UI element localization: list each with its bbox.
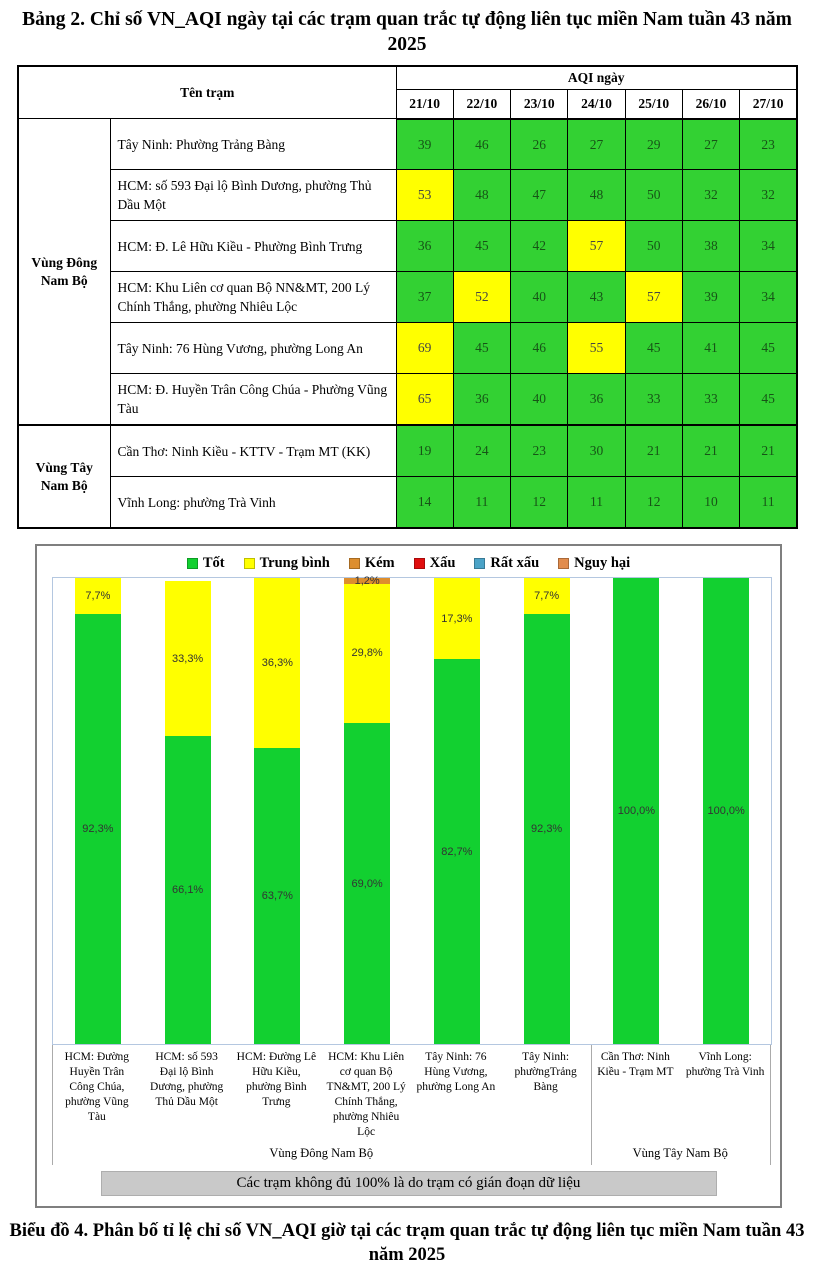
stacked-bar: [524, 578, 570, 1044]
aqi-value-cell: 52: [453, 272, 510, 323]
segment-value-label: 82,7%: [441, 845, 473, 858]
aqi-value-cell: 32: [682, 170, 739, 221]
stacked-bar: [165, 578, 211, 1044]
bar-segment: [434, 578, 480, 659]
segment-value-label: 66,1%: [172, 884, 204, 897]
aqi-value-cell: 34: [740, 272, 797, 323]
aqi-table-body: [18, 119, 797, 529]
aqi-value-cell: 37: [396, 272, 453, 323]
aqi-value-cell: 38: [682, 221, 739, 272]
aqi-value-cell: 45: [453, 323, 510, 374]
bar-slot: [322, 575, 412, 1044]
table-row: [18, 323, 797, 374]
station-axis-label: HCM: Đường Lê Hữu Kiều, phường Bình Trưng: [236, 1051, 317, 1109]
aqi-value-cell: 48: [453, 170, 510, 221]
aqi-value-cell: 32: [740, 170, 797, 221]
aqi-value-cell: 27: [682, 119, 739, 170]
aqi-value-cell: 45: [453, 221, 510, 272]
date-header-cell: 26/10: [682, 89, 739, 119]
bar-segment: [344, 723, 390, 1045]
aqi-value-cell: 45: [625, 323, 682, 374]
bar-segment: [344, 575, 390, 588]
legend-label: Xấu: [429, 555, 456, 572]
aqi-value-cell: 34: [740, 221, 797, 272]
date-header-cell: 24/10: [568, 89, 625, 119]
date-header-cell: 27/10: [740, 89, 797, 119]
aqi-value-cell: 23: [511, 425, 568, 477]
station-name-cell: Cần Thơ: Ninh Kiều - KTTV - Trạm MT (KK): [110, 425, 396, 477]
legend-label: Rất xấu: [490, 555, 540, 572]
axis-separator-right: [770, 1045, 771, 1165]
aqi-value-cell: 40: [511, 374, 568, 426]
aqi-value-cell: 12: [625, 477, 682, 529]
stacked-bar: [75, 578, 121, 1044]
aqi-value-cell: 21: [740, 425, 797, 477]
region-axis-label: Vùng Tây Nam Bộ: [632, 1146, 728, 1161]
legend-label: Nguy hại: [574, 555, 631, 572]
bar-segment: [165, 736, 211, 1044]
plot-area: [52, 577, 772, 1045]
aqi-value-cell: 50: [625, 170, 682, 221]
station-name-cell: HCM: Khu Liên cơ quan Bộ NN&MT, 200 Lý Chính Thắng, phường Nhiêu Lộc: [110, 272, 396, 323]
region-labels-row: [52, 1144, 770, 1165]
aqi-value-cell: 24: [453, 425, 510, 477]
segment-value-label: 17,3%: [441, 612, 473, 625]
station-axis-label: HCM: số 593 Đại lộ Bình Dương, phường Thủ Dầu Một: [150, 1051, 224, 1109]
segment-value-label: 1,2%: [354, 575, 380, 588]
bar-segment: [613, 578, 659, 1044]
stacked-bar: [613, 578, 659, 1044]
aqi-value-cell: 36: [453, 374, 510, 426]
legend-item: [414, 555, 456, 572]
aqi-value-cell: 39: [396, 119, 453, 170]
region-axis-label: Vùng Đông Nam Bộ: [269, 1146, 374, 1161]
segment-value-label: 29,8%: [351, 647, 383, 660]
legend-swatch-icon: [474, 558, 485, 569]
legend-swatch-icon: [187, 558, 198, 569]
bar-segment: [254, 578, 300, 747]
aqi-value-cell: 11: [568, 477, 625, 529]
aqi-value-cell: 33: [625, 374, 682, 426]
aqi-value-cell: 36: [568, 374, 625, 426]
bar-segment: [75, 614, 121, 1044]
aqi-value-cell: 43: [568, 272, 625, 323]
legend-label: Tốt: [202, 555, 225, 572]
station-axis-label: Tây Ninh: 76 Hùng Vương, phường Long An: [416, 1051, 496, 1094]
legend-swatch-icon: [349, 558, 360, 569]
aqi-value-cell: 41: [682, 323, 739, 374]
region-cell: Vùng Đông Nam Bộ: [18, 119, 110, 426]
bar-slot: [53, 578, 143, 1044]
bar-segment: [344, 584, 390, 723]
aqi-value-cell: 11: [740, 477, 797, 529]
segment-value-label: 63,7%: [261, 889, 293, 902]
aqi-value-cell: 23: [740, 119, 797, 170]
aqi-value-cell: 69: [396, 323, 453, 374]
date-header-cell: 21/10: [396, 89, 453, 119]
aqi-value-cell: 47: [511, 170, 568, 221]
table-header-row-1: [18, 66, 797, 90]
table-row: [18, 374, 797, 426]
segment-value-label: 7,7%: [85, 590, 111, 603]
aqi-value-cell: 21: [625, 425, 682, 477]
table-title: Bảng 2. Chỉ số VN_AQI ngày tại các trạm quan trắc tự động liên tục miền Nam tuần 43 năm 2025: [22, 9, 792, 55]
legend-item: [474, 555, 539, 572]
aqi-value-cell: 46: [511, 323, 568, 374]
table-row: [18, 272, 797, 323]
date-header-cell: 25/10: [625, 89, 682, 119]
stacked-bar: [703, 578, 749, 1044]
station-labels-row: [52, 1045, 770, 1144]
aqi-value-cell: 27: [568, 119, 625, 170]
chart-caption: Biểu đồ 4. Phân bố tỉ lệ chỉ số VN_AQI giờ tại các trạm quan trắc tự động liên tục miền Nam tuần 43 năm 2025: [9, 1221, 805, 1266]
aqi-group-header: AQI ngày: [396, 66, 797, 90]
aqi-value-cell: 26: [511, 119, 568, 170]
aqi-value-cell: 55: [568, 323, 625, 374]
aqi-value-cell: 12: [511, 477, 568, 529]
bar-segment: [165, 581, 211, 736]
aqi-value-cell: 10: [682, 477, 739, 529]
station-axis-label: HCM: Khu Liên cơ quan Bộ TN&MT, 200 Lý Chính Thắng, phường Nhiêu Lộc: [326, 1051, 406, 1139]
aqi-value-cell: 30: [568, 425, 625, 477]
aqi-value-cell: 57: [568, 221, 625, 272]
aqi-value-cell: 42: [511, 221, 568, 272]
station-name-cell: HCM: Đ. Huyền Trân Công Chúa - Phường Vũng Tàu: [110, 374, 396, 426]
table-row: [18, 221, 797, 272]
stacked-bar: [344, 575, 390, 1044]
aqi-value-cell: 45: [740, 323, 797, 374]
aqi-value-cell: 14: [396, 477, 453, 529]
table-row: [18, 477, 797, 529]
segment-value-label: 69,0%: [351, 877, 383, 890]
legend-item: [244, 555, 330, 572]
legend-label: Kém: [364, 555, 395, 572]
segment-value-label: 100,0%: [617, 805, 656, 818]
aqi-value-cell: 29: [625, 119, 682, 170]
aqi-table: [17, 65, 798, 530]
aqi-value-cell: 11: [453, 477, 510, 529]
segment-value-label: 33,3%: [172, 652, 204, 665]
station-name-cell: HCM: Đ. Lê Hữu Kiều - Phường Bình Trưng: [110, 221, 396, 272]
aqi-value-cell: 36: [396, 221, 453, 272]
table-row: [18, 425, 797, 477]
legend-item: [187, 555, 225, 572]
aqi-value-cell: 19: [396, 425, 453, 477]
aqi-value-cell: 53: [396, 170, 453, 221]
stacked-bar: [254, 578, 300, 1044]
station-name-cell: Vĩnh Long: phường Trà Vinh: [110, 477, 396, 529]
legend-swatch-icon: [414, 558, 425, 569]
segment-value-label: 36,3%: [261, 657, 293, 669]
bar-segment: [524, 614, 570, 1044]
station-name-cell: Tây Ninh: 76 Hùng Vương, phường Long An: [110, 323, 396, 374]
date-header-cell: 23/10: [511, 89, 568, 119]
bar-segment: [434, 659, 480, 1044]
aqi-value-cell: 57: [625, 272, 682, 323]
station-name-cell: HCM: số 593 Đại lộ Bình Dương, phường Thủ Dầu Một: [110, 170, 396, 221]
bar-segment: [524, 578, 570, 614]
table-row: [18, 170, 797, 221]
bar-slot: [681, 578, 771, 1044]
segment-value-label: 7,7%: [534, 590, 560, 603]
bar-slot: [233, 578, 323, 1044]
station-axis-label: Tây Ninh: phườngTrảng Bàng: [514, 1051, 577, 1094]
aqi-value-cell: 48: [568, 170, 625, 221]
chart-note: Các trạm không đủ 100% là do trạm có gián đoạn dữ liệu: [101, 1171, 717, 1196]
bar-slot: [143, 578, 233, 1044]
bar-segment: [703, 578, 749, 1044]
region-cell: Vùng Tây Nam Bộ: [18, 425, 110, 528]
bar-segment: [75, 578, 121, 614]
bar-slot: [502, 578, 592, 1044]
station-axis-label: Vĩnh Long: phường Trà Vinh: [685, 1051, 765, 1079]
legend-item: [558, 555, 630, 572]
segment-value-label: 92,3%: [531, 823, 563, 836]
aqi-value-cell: 39: [682, 272, 739, 323]
station-axis-label: HCM: Đường Huyền Trân Công Chúa, phường Vũng Tàu: [64, 1051, 130, 1124]
legend-label: Trung bình: [259, 555, 330, 572]
aqi-chart: [35, 544, 782, 1208]
segment-value-label: 100,0%: [707, 805, 745, 818]
station-axis-label: Cần Thơ: Ninh Kiều - Trạm MT: [597, 1051, 674, 1079]
date-header-cell: 22/10: [453, 89, 510, 119]
axis-separator-groups: [591, 1045, 592, 1165]
station-column-header: Tên trạm: [18, 66, 396, 119]
legend-swatch-icon: [558, 558, 569, 569]
segment-value-label: 92,3%: [82, 823, 114, 836]
chart-legend: [37, 555, 780, 572]
station-name-cell: Tây Ninh: Phường Trảng Bàng: [110, 119, 396, 170]
aqi-value-cell: 45: [740, 374, 797, 426]
axis-separator-left: [52, 1045, 53, 1165]
aqi-value-cell: 50: [625, 221, 682, 272]
category-axis: [52, 1045, 770, 1165]
bar-slot: [412, 578, 502, 1044]
bar-slot: [592, 578, 682, 1044]
table-row: [18, 119, 797, 170]
aqi-value-cell: 40: [511, 272, 568, 323]
legend-item: [349, 555, 395, 572]
legend-swatch-icon: [244, 558, 255, 569]
aqi-value-cell: 46: [453, 119, 510, 170]
aqi-value-cell: 65: [396, 374, 453, 426]
bar-segment: [254, 748, 300, 1045]
stacked-bar: [434, 578, 480, 1044]
aqi-value-cell: 33: [682, 374, 739, 426]
aqi-value-cell: 21: [682, 425, 739, 477]
